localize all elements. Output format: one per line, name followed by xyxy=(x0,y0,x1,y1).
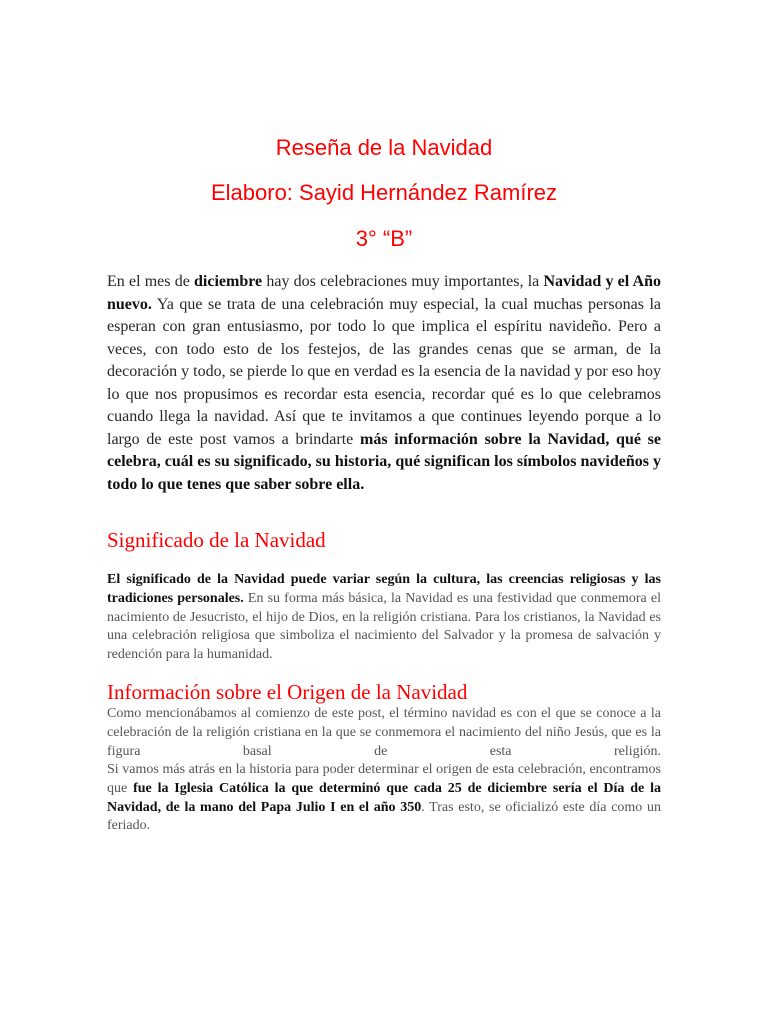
intro-bold-2: Navidad y el Año nuevo. xyxy=(107,273,661,313)
significado-bold: El significado de la Navidad puede variar según la cultura, las creencias religiosas y las tradiciones personales. xyxy=(107,572,661,606)
intro-bold-1: diciembre xyxy=(194,273,263,290)
section-heading-origen: Información sobre el Origen de la Navidad xyxy=(107,680,468,704)
intro-text-3: Ya que se trata de una celebración muy especial, la cual muchas personas la esperan con gran entusiasmo, por todo lo que implica el espíritu navideño. Pero a veces, con todo esto de los festejos, de las grandes cenas que se arman, de la decoración y todo, se pierde lo que en verdad es la esencia de la navidad y por eso hoy lo que nos propusimos es recordar esta esencia, recordar qué es lo que celebramos cuando llega la navidad. Así que te invitamos a que continues leyendo porque a lo largo de este post vamos a brindarte xyxy=(107,295,662,448)
origen-paragraph-1: Como mencionábamos al comienzo de este post, el término navidad es con el que se conoce a la celebración de la religión cristiana en la que se conmemora el nacimiento del niño Jesús, que es la figura basal de esta religión. xyxy=(107,706,661,759)
document-title: Reseña de la Navidad xyxy=(275,135,493,160)
significado-text: En su forma más básica, la Navidad es una festividad que conmemora el nacimiento de Jesucristo, el hijo de Dios, en la religión cristiana. Para los cristianos, la Navidad es una celebración religiosa que simboliza el nacimiento del Salvador y la promesa de salvación y redención para la humanidad. xyxy=(107,590,661,663)
intro-text-2: hay dos celebraciones muy importantes, la xyxy=(262,273,544,290)
origen-text-2: . Tras esto, se oficializó este día como un feriado. xyxy=(107,799,661,834)
intro-text-1: En el mes de xyxy=(107,273,194,290)
origen-bold: fue la Iglesia Católica la que determinó que cada 25 de diciembre sería el Día de la Navidad, de la mano del Papa Julio I en el año 350 xyxy=(107,780,661,815)
origen-text-1: Si vamos más atrás en la historia para poder determinar el origen de esta celebración, encontramos que xyxy=(107,762,661,796)
significado-paragraph xyxy=(107,571,661,665)
grade-line: 3° “B” xyxy=(355,226,413,251)
origen-paragraph-2 xyxy=(107,761,661,836)
author-line: Elaboro: Sayid Hernández Ramírez xyxy=(210,180,558,205)
intro-paragraph xyxy=(107,271,661,496)
intro-bold-3: más información sobre la Navidad, qué se celebra, cuál es su significado, su historia, qué significan los símbolos navideños y todo lo que tenes que saber sobre ella. xyxy=(107,430,662,493)
section-heading-significado: Significado de la Navidad xyxy=(107,528,326,552)
